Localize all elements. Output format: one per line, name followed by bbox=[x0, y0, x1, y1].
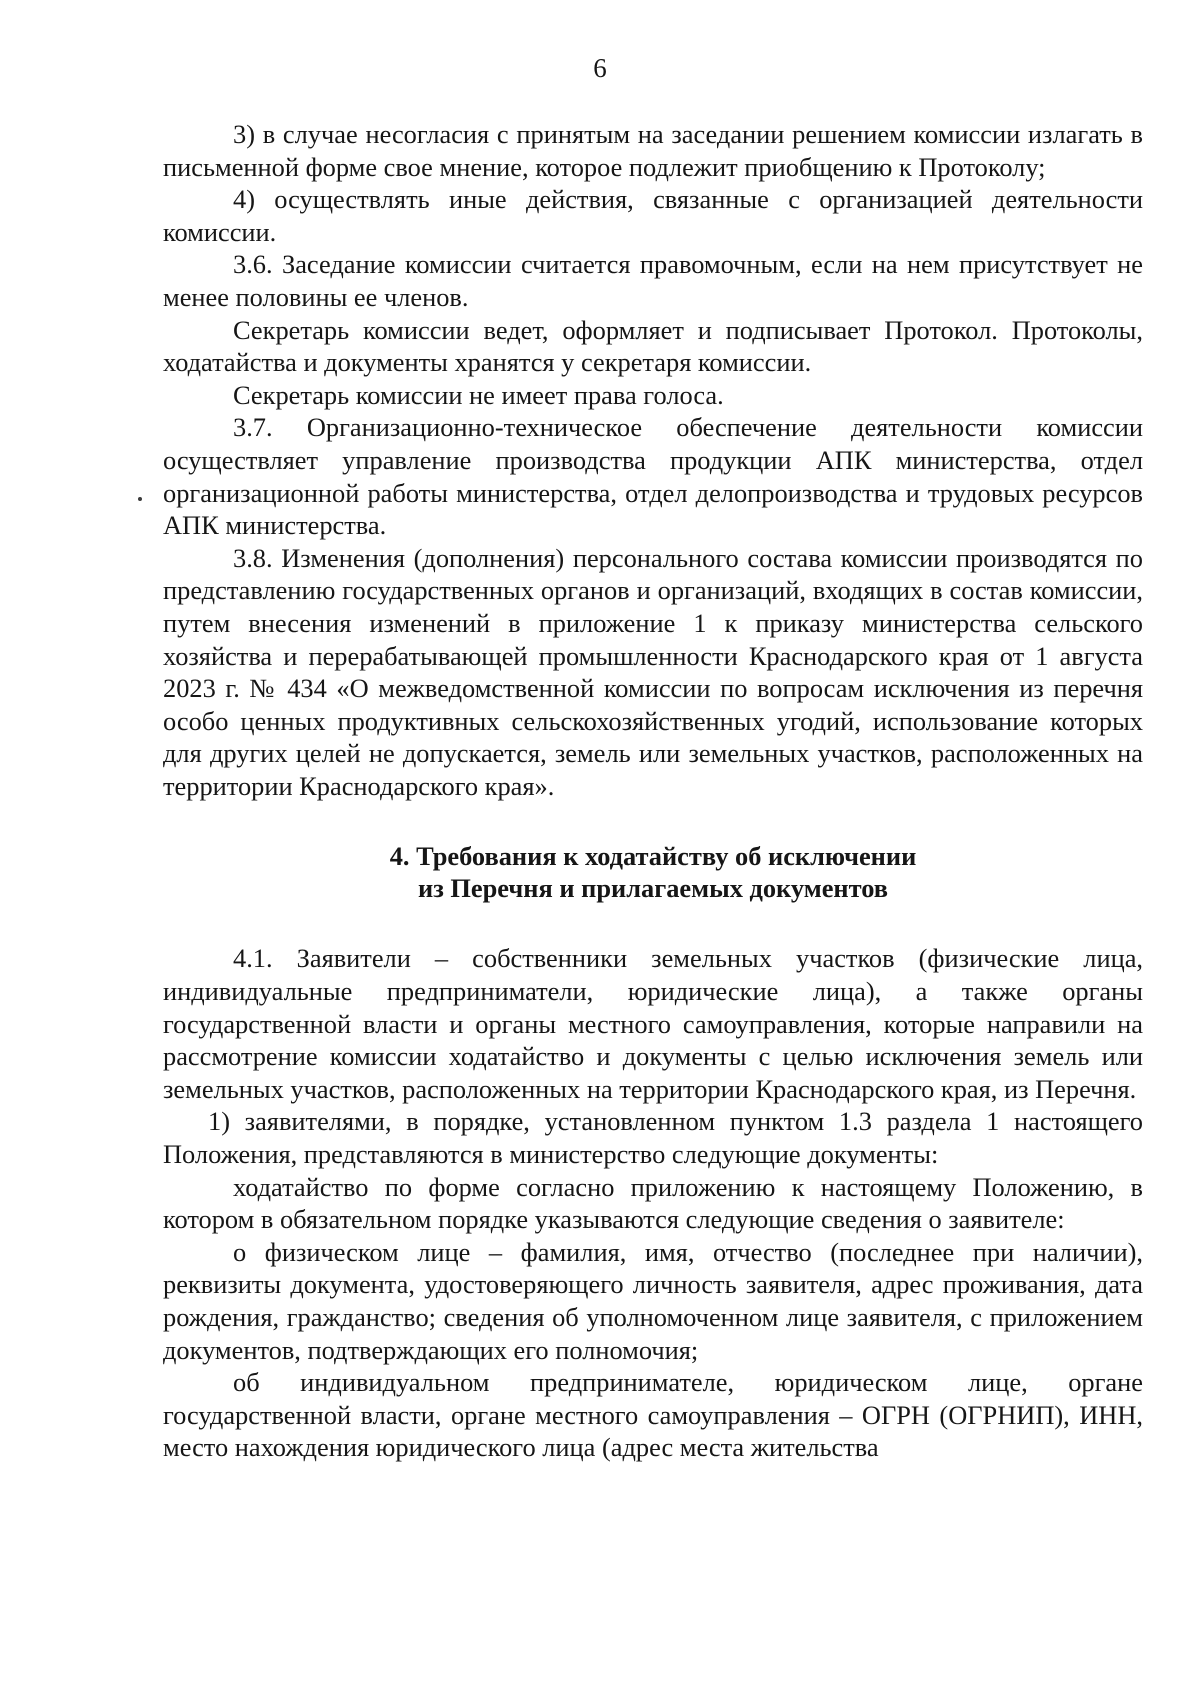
document-body bbox=[163, 118, 1143, 1464]
paragraph-3-7: 3.7. Организационно-техническое обеспечение деятельности комиссии осуществляет управление производства продукции АПК министерства, отдел организационной работы министерства, отдел делопроизводства и трудовых ресурсов АПК министерства. bbox=[163, 412, 1143, 541]
paragraph-petition-form: ходатайство по форме согласно приложению к настоящему Положению, в котором в обязательном порядке указываются следующие сведения о заявителе: bbox=[163, 1171, 1143, 1235]
paragraph-secretary-protocol: Секретарь комиссии ведет, оформляет и подписывает Протокол. Протоколы, ходатайства и документы хранятся у секретаря комиссии. bbox=[163, 314, 1143, 378]
paragraph-3-8: 3.8. Изменения (дополнения) персонального состава комиссии производятся по представлению государственных органов и организаций, входящих в состав комиссии, путем внесения изменений в приложение 1 к приказу министерства сельского хозяйства и перерабатывающей промышленности Краснодарского края от 1 августа 2023 г. № 434 «О межведомственной комиссии по вопросам исключения из перечня особо ценных продуктивных сельскохозяйственных угодий, использование которых для других целей не допускается, земель или земельных участков, расположенных на территории Краснодарского края». bbox=[163, 542, 1143, 801]
section-4-heading bbox=[163, 840, 1143, 904]
paragraph-3-item-3: 3) в случае несогласия с принятым на заседании решением комиссии излагать в письменной форме свое мнение, которое подлежит приобщению к Протоколу; bbox=[163, 119, 1143, 182]
paragraph-3-6: 3.6. Заседание комиссии считается правомочным, если на нем присутствует не менее половины ее членов. bbox=[163, 249, 1143, 312]
section-4-heading-line-1: 4. Требования к ходатайству об исключении bbox=[389, 841, 917, 872]
page-number: 6 bbox=[593, 53, 607, 83]
paragraph-3-item-4: 4) осуществлять иные действия, связанные с организацией деятельности комиссии. bbox=[163, 184, 1143, 247]
margin-dot-mark bbox=[138, 497, 142, 501]
section-4-heading-line-2: из Перечня и прилагаемых документов bbox=[417, 873, 889, 904]
paragraph-4-1-item-1: 1) заявителями, в порядке, установленном пунктом 1.3 раздела 1 настоящего Положения, представляются в министерство следующие документы: bbox=[163, 1106, 1143, 1170]
paragraph-secretary-vote: Секретарь комиссии не имеет права голоса. bbox=[233, 379, 724, 410]
paragraph-4-1: 4.1. Заявители – собственники земельных участков (физические лица, индивидуальные предприниматели, юридические лица), а также органы государственной власти и органы местного самоуправления, которые направили на рассмотрение комиссии ходатайство и документы с целью исключения земель или земельных участков, расположенных на территории Краснодарского края, из Перечня. bbox=[163, 943, 1143, 1104]
paragraph-entrepreneur-legal-entity: об индивидуальном предпринимателе, юридическом лице, органе государственной власти, органе местного самоуправления – ОГРН (ОГРНИП), ИНН, место нахождения юридического лица (адрес места жительства bbox=[163, 1367, 1143, 1463]
paragraph-individual-person: о физическом лице – фамилия, имя, отчество (последнее при наличии), реквизиты документа, удостоверяющего личность заявителя, адрес проживания, дата рождения, гражданство; сведения об уполномоченном лице заявителя, с приложением документов, подтверждающих его полномочия; bbox=[163, 1236, 1143, 1365]
